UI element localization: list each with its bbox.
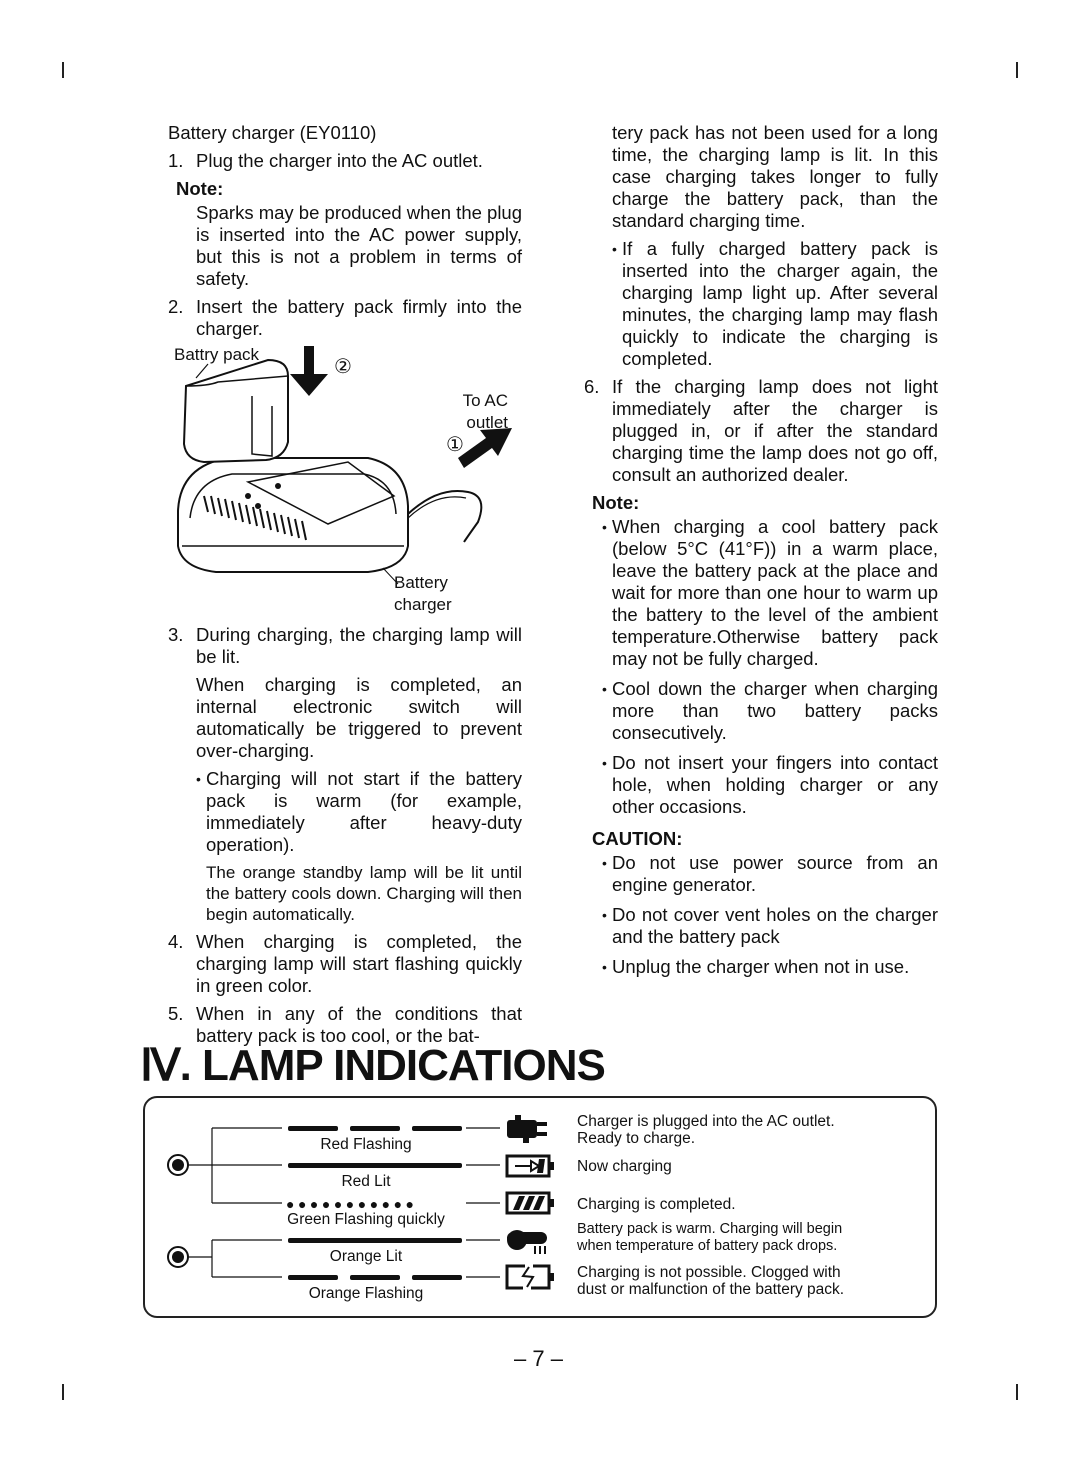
step-3-bullet-extra: The orange standby lamp will be lit until the battery cools down. Charging will then begin automatically. [206,863,522,924]
step-4 [168,931,522,997]
page-number: – 7 – [514,1346,563,1371]
legend-description [577,1196,736,1213]
caution-bullet: • Do not cover vent holes on the charger and the battery pack [584,904,938,948]
legend-pattern-label: Red Flashing [320,1136,412,1153]
battery-pack-label: Battry pack [174,345,260,364]
step-5-bullet: • If a fully charged battery pack is inserted into the charger again, the charging lamp light up. After several minutes, the charging lamp may flash quickly to indicate the charging is completed. [584,238,938,370]
step-number: 6. [584,376,600,397]
step-number: 5. [168,1003,184,1024]
legend-description-line: Charging is not possible. Clogged with [577,1264,841,1281]
legend-description-line: Charger is plugged into the AC outlet. [577,1113,835,1130]
charger-heading: Battery charger (EY0110) [168,122,377,143]
legend-description [577,1264,844,1298]
legend-description-line: Battery pack is warm. Charging will begin [577,1221,843,1237]
note-label: Note: [592,492,640,513]
step-number: 3. [168,624,184,645]
charger-label-line: charger [394,595,452,614]
to-ac-label-line: To AC [462,391,508,410]
caution-bullet: • Unplug the charger when not in use. [584,956,938,978]
broken-battery-icon [505,1263,557,1291]
step-1 [168,150,522,172]
charger-figure [168,346,522,620]
legend-description [577,1158,672,1175]
crop-mark [62,62,64,78]
step-number: 2. [168,296,184,317]
caution-label: CAUTION: [592,828,683,849]
green-flashing-quickly-pattern: ●●●●●●●●●●● [286,1196,418,1212]
charging-arrow-icon [505,1153,557,1179]
caution-bullet: • Do not use power source from an engine generator. [584,852,938,896]
to-ac-label [456,390,508,434]
step-text: When in any of the conditions that battery pack is too cool, or the bat- [196,1003,522,1046]
legend-description-line: Now charging [577,1158,672,1175]
step-number: 4. [168,931,184,952]
marker-2: ② [334,356,352,378]
step-3 [168,624,522,668]
legend-description-line: when temperature of battery pack drops. [577,1238,838,1254]
step-text: During charging, the charging lamp will be lit. [196,624,522,667]
note-bullet: • When charging a cool battery pack (below 5°C (41°F)) in a warm place, leave the battery pack at the place and wait for more than one hour to warm up the battery to the level of the ambient temperature.Otherwise battery pack may not be fully charged. [584,516,938,670]
legend-pattern-label: Orange Lit [329,1248,403,1265]
step-text: When charging is completed, the charging lamp will start flashing quickly in green color. [196,931,522,996]
right-column [584,122,938,986]
crop-mark [1016,1384,1018,1400]
step-text: Plug the charger into the AC outlet. [196,150,483,171]
legend-pattern-label: Red Lit [341,1173,391,1190]
step-3-bullet: • Charging will not start if the battery pack is warm (for example, immediately after heavy-duty operation). [168,768,522,856]
crop-mark [62,1384,64,1400]
note-text: Sparks may be produced when the plug is inserted into the AC power supply, but this is not a problem in terms of safety. [196,202,523,289]
section-title: Ⅳ. LAMP INDICATIONS [140,1041,605,1090]
note-bullet: • Cool down the charger when charging more than two battery packs consecutively. [584,678,938,744]
legend-description-line: dust or malfunction of the battery pack. [577,1281,845,1298]
legend-description [577,1221,842,1255]
legend-pattern-label: Orange Flashing [308,1285,424,1302]
charger-illustration [168,346,522,620]
plug-icon [505,1114,557,1144]
step-5-continued: tery pack has not been used for a long time, the charging lamp is lit. In this case charging takes longer to fully charge the battery pack, than the standard charging time. [612,122,938,231]
step-3-detail: When charging is completed, an internal electronic switch will automatically be triggered to prevent over-charging. [196,674,522,761]
step-number: 1. [168,150,184,171]
crop-mark [1016,62,1018,78]
legend-description [577,1113,835,1147]
marker-1: ① [446,434,464,456]
left-column [168,122,522,1053]
to-ac-label-line: outlet [466,413,508,432]
legend-pattern-label: Green Flashing quickly [287,1211,445,1228]
note-bullet: • Do not insert your fingers into contact hole, when holding charger or any other occasions. [584,752,938,818]
step-text: Insert the battery pack firmly into the charger. [196,296,522,339]
legend-description-line: Charging is completed. [577,1196,736,1213]
charger-label [394,572,452,616]
step-6 [584,376,938,486]
step-text: If the charging lamp does not light immediately after the charger is plugged in, or if after the standard charging time the lamp does not go off, consult an authorized dealer. [612,376,938,485]
orange-lit-pattern [288,1238,462,1243]
full-battery-icon [505,1190,557,1216]
legend-description-line: Ready to charge. [577,1130,696,1147]
charger-label-line: Battery [394,573,448,592]
note-label: Note: [176,178,224,199]
red-lit-pattern [288,1163,462,1168]
thermometer-icon [505,1226,557,1256]
step-2 [168,296,522,340]
